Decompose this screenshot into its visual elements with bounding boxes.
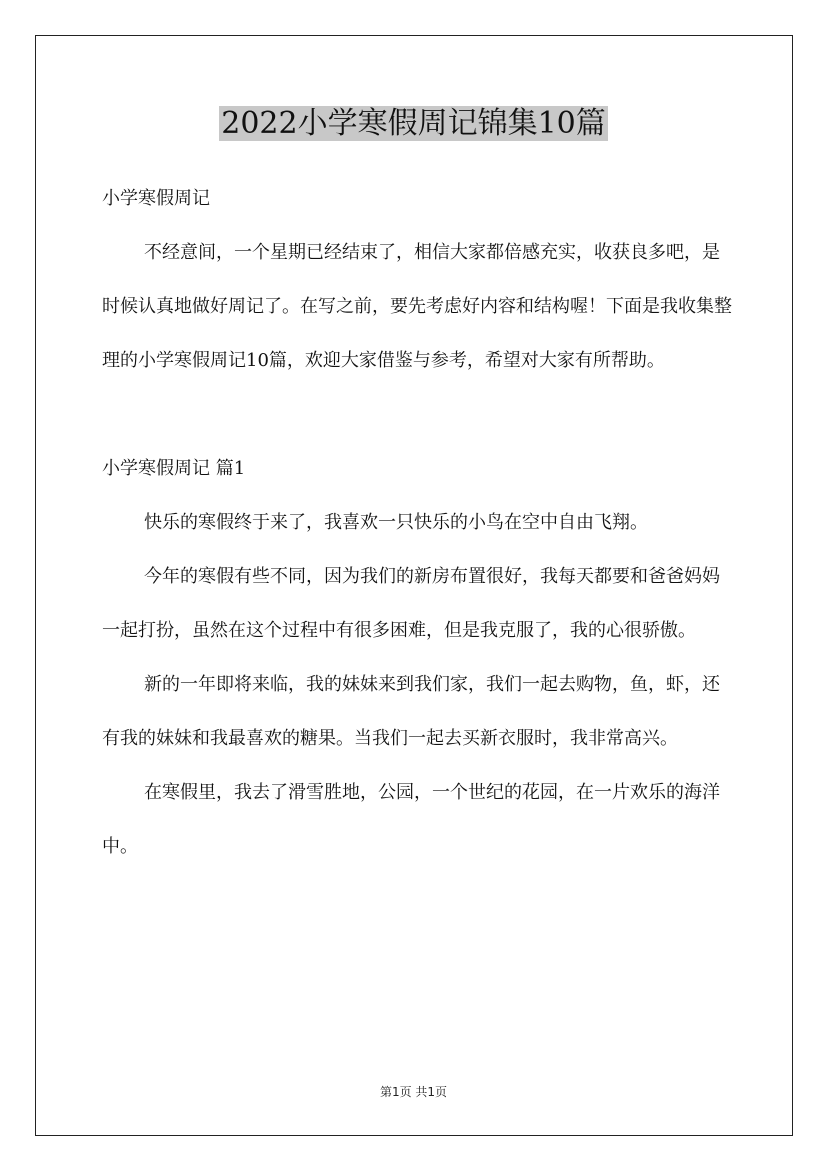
page-footer: 第1页 共1页 xyxy=(379,1085,448,1099)
body-paragraph-1: 快乐的寒假终于来了，我喜欢一只快乐的小鸟在空中自由飞翔。 xyxy=(144,512,648,533)
body-paragraph-2: 今年的寒假有些不同，因为我们的新房布置很好，我每天都要和爸爸妈妈一起打扮，虽然在这个过程中有很多困难，但是我克服了，我的心很骄傲。 xyxy=(102,566,720,641)
body-paragraph-3: 新的一年即将来临，我的妹妹来到我们家，我们一起去购物，鱼，虾，还有我的妹妹和我最喜欢的糖果。当我们一起去买新衣服时，我非常高兴。 xyxy=(102,674,720,749)
section-heading: 小学寒假周记 篇1 xyxy=(102,458,246,479)
document-title xyxy=(0,104,827,144)
section-spacer xyxy=(102,388,734,442)
document-title-text: 2022小学寒假周记锦集10篇 xyxy=(221,106,606,141)
intro-paragraph: 不经意间，一个星期已经结束了，相信大家都倍感充实，收获良多吧，是时候认真地做好周记了。在写之前，要先考虑好内容和结构喔！下面是我收集整理的小学寒假周记10篇，欢迎大家借鉴与参考，希望对大家有所帮助。 xyxy=(102,242,732,371)
body-paragraph-4: 在寒假里，我去了滑雪胜地，公园，一个世纪的花园，在一片欢乐的海洋中。 xyxy=(102,782,720,857)
intro-heading: 小学寒假周记 xyxy=(102,188,210,209)
document-body xyxy=(102,172,734,874)
